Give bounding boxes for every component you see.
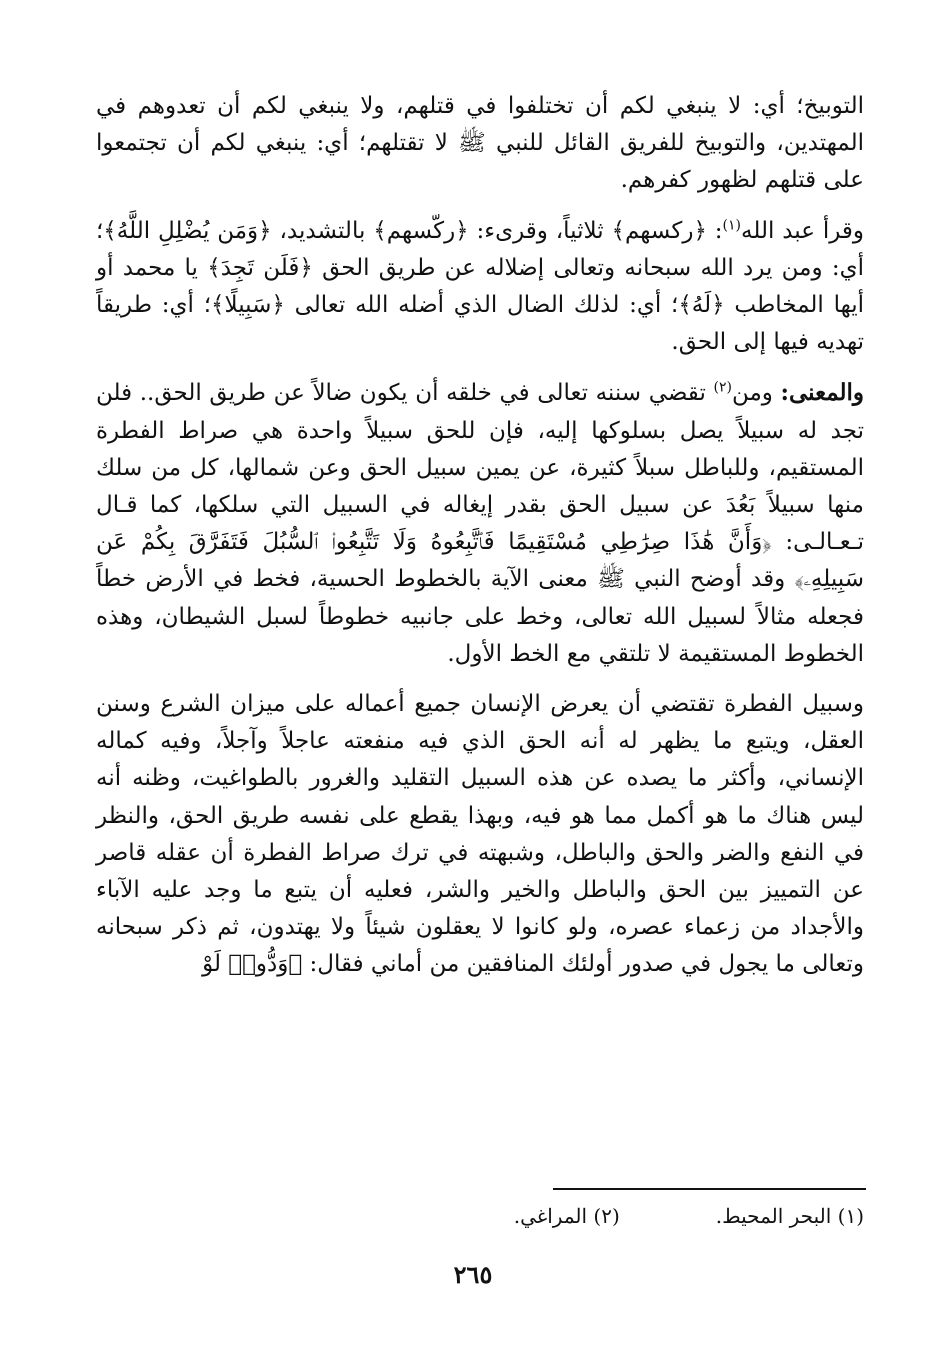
footnote-1: (١) البحر المحيط.	[715, 1204, 864, 1228]
paragraph-2-rest: : ﴿ركسهم﴾ ثلاثياً، وقرىء: ﴿ركّسهم﴾ بالتشديد، ﴿وَمَن يُضْلِلِ اللَّهُ﴾؛ أي: ومن يرد الله سبحانه وتعالى إضلاله عن طريق الحق ﴿فَلَن تَجِدَ﴾ يا محمد أو أيها المخاطب ﴿لَهُ﴾؛ أي: لذلك الضال الذي أضله الله تعالى ﴿سَبِيلًا﴾؛ أي: طريقاً تهديه فيها إلى الحق.	[96, 217, 864, 356]
footnote-2: (٢) المراغي.	[513, 1204, 620, 1228]
paragraph-2	[96, 213, 864, 362]
paragraph-3-lead: والمعنى:	[780, 379, 864, 407]
paragraph-2-start: وقرأ عبد الله	[741, 217, 864, 244]
page-number: ٢٦٥	[453, 1260, 493, 1289]
main-text	[96, 88, 864, 984]
paragraph-1-text: التوبيخ؛ أي: لا ينبغي لكم أن تختلفوا في قتلهم، ولا ينبغي لكم أن تعدوهم في المهتدين، والتوبيخ للفريق القائل للنبي ﷺ لا تقتلهم؛ أي: ينبغي لكم أن تجتمعوا على قتلهم لظهور كفرهم.	[96, 93, 864, 194]
paragraph-3-rest: تقضي سننه تعالى في خلقه أن يكون ضالاً عن طريق الحق.. فلن تجد له سبيلاً يصل بسلوكها إليه، فإن للحق سبيلاً واحدة هي صراط الفطرة المستقيم، وللباطل سبلاً كثيرة، عن يمين سبيل الحق وعن شمالها، كل من سلك منها سبيلاً بَعُدَ عن سبيل الحق بقدر إيغاله في السبيل التي سلكها، كما قـال تـعـالـى: ﴿وَأَنَّ هَٰذَا صِرَٰطِي مُسْتَقِيمًا فَٱتَّبِعُوهُ وَلَا تَتَّبِعُوا۟ ٱلسُّبُلَ فَتَفَرَّقَ بِكُمْ عَن سَبِيلِهِۦ﴾ وقد أوضح النبي ﷺ معنى الآية بالخطوط الحسية، فخط في الأرض خطاً فجعله مثالاً لسبيل الله تعالى، وخط على جانبيه خطوطاً لسبل الشيطان، وهذه الخطوط المستقيمة لا تلتقي مع الخط الأول.	[96, 380, 864, 667]
footnote-ref-2: (٢)	[713, 379, 732, 396]
paragraph-4-text: وسبيل الفطرة تقتضي أن يعرض الإنسان جميع أعماله على ميزان الشرع وسنن العقل، ويتبع ما يظهر له أنه الحق الذي فيه منفعته عاجلاً وآجلاً، وفيه كماله الإنساني، وأكثر ما يصده عن هذه السبيل التقليد والغرور بالطواغيت، وظنه أنه ليس هناك ما هو أكمل مما هو فيه، وبهذا يقطع على نفسه طريق الحق، والنظر في النفع والضر والحق والباطل، وشبهته في ترك صراط الفطرة أن عقله قاصر عن التمييز بين الحق والباطل والخير والشر، فعليه أن يتبع ما وجد عليه الآباء والأجداد من زعماء عصره، ولو كانوا لا يعقلون شيئاً ولا يهتدون، ثم ذكر سبحانه وتعالى ما يجول في صدور أولئك المنافقين من أماني فقال: ﴿وَدُّوا۟ لَوْ	[96, 691, 864, 978]
paragraph-4	[96, 686, 864, 984]
footnotes	[96, 1201, 864, 1231]
footnote-divider	[553, 1188, 866, 1190]
paragraph-1	[96, 88, 864, 200]
paragraph-3-start: ومن	[731, 380, 781, 407]
paragraph-3	[96, 374, 864, 673]
footnote-ref-1: (١)	[722, 216, 742, 233]
